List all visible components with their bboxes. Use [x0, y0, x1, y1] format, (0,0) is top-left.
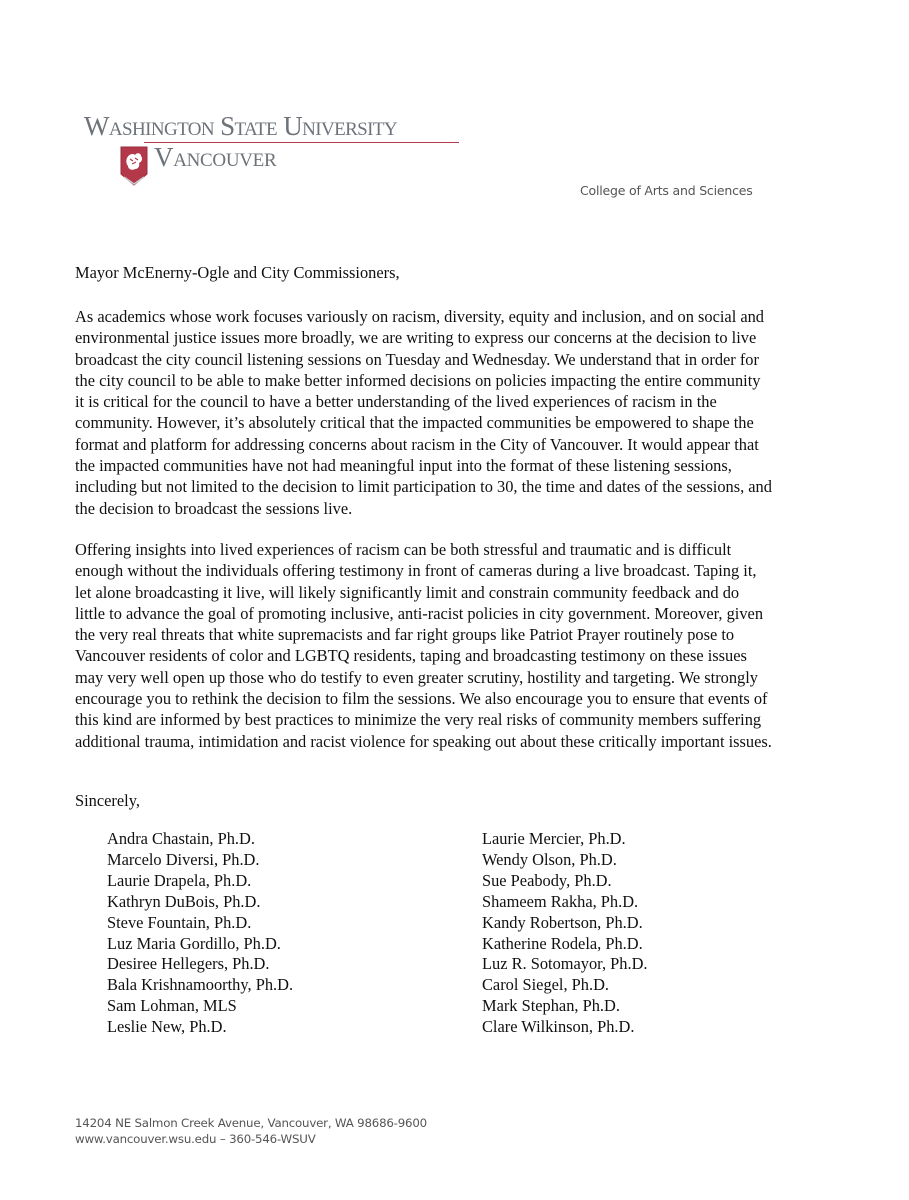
paragraph-line: little to advance the goal of promoting inclusive, anti-racist policies in city government. Moreover, given — [75, 603, 764, 623]
paragraph-line: Vancouver residents of color and LGBTQ residents, taping and broadcasting testimony on these issues — [75, 646, 747, 666]
signatory: Steve Fountain, Ph.D. — [107, 912, 252, 932]
salutation: Mayor McEnerny-Ogle and City Commissioners, — [75, 263, 400, 282]
paragraph-line: additional trauma, intimidation and racist violence for speaking out about these critically important issues. — [75, 731, 772, 751]
paragraph-line: As academics whose work focuses variously on racism, diversity, equity and inclusion, and on social and — [75, 307, 765, 326]
college-name: College of Arts and Sciences — [580, 183, 753, 198]
paragraph-2 — [75, 539, 845, 752]
paragraph-line: encourage you to rethink the decision to film the sessions. We also encourage you to ensure that events of — [75, 689, 768, 709]
signatory: Leslie New, Ph.D. — [107, 1017, 227, 1037]
signatory: Shameem Rakha, Ph.D. — [482, 891, 639, 911]
letterhead-footer — [75, 1115, 427, 1147]
paragraph-line: including but not limited to the decision to limit participation to 30, the time and dates of the sessions, and — [75, 477, 772, 497]
signatories-right-column — [482, 829, 648, 1038]
signatory: Kathryn DuBois, Ph.D. — [107, 891, 261, 911]
signatory: Bala Krishnamoorthy, Ph.D. — [107, 975, 294, 995]
signatory: Clare Wilkinson, Ph.D. — [482, 1017, 635, 1037]
paragraph-line: may very well open up those who do testify to even greater scrutiny, hostility and targeting. We strongly — [75, 667, 758, 687]
paragraph-line: the city council to be able to make better informed decisions on policies impacting the entire community — [75, 370, 761, 390]
closing: Sincerely, — [75, 791, 140, 810]
paragraph-line: community. However, it’s absolutely critical that the impacted communities be empowered to shape the — [75, 413, 754, 433]
paragraph-line: the decision to broadcast the sessions live. — [75, 498, 353, 518]
signatory: Luz Maria Gordillo, Ph.D. — [107, 933, 281, 953]
signatory: Sam Lohman, MLS — [107, 996, 237, 1016]
paragraph-line: broadcast the city council listening sessions on Tuesday and Wednesday. We understand that in order for — [75, 349, 759, 369]
signatory: Laurie Drapela, Ph.D. — [107, 870, 252, 890]
signatory: Andra Chastain, Ph.D. — [107, 829, 255, 848]
signatory: Wendy Olson, Ph.D. — [482, 849, 617, 869]
paragraph-line: the very real threats that white supremacists and far right groups like Patriot Prayer routinely pose to — [75, 625, 735, 645]
signatories-left-column — [107, 829, 293, 1038]
signatory: Kandy Robertson, Ph.D. — [482, 912, 643, 932]
paragraph-1 — [75, 306, 845, 519]
signatory: Sue Peabody, Ph.D. — [482, 870, 612, 890]
signatory: Desiree Hellegers, Ph.D. — [107, 954, 270, 974]
signatory: Marcelo Diversi, Ph.D. — [107, 849, 260, 869]
wsu-vancouver-logo — [84, 112, 464, 187]
paragraph-line: enough without the individuals offering testimony in front of cameras during a live broadcast. Taping it, — [75, 561, 757, 581]
paragraph-line: format and platform for addressing concerns about racism in the City of Vancouver. It would appear that — [75, 434, 759, 454]
footer-contact: www.vancouver.wsu.edu – 360-546-WSUV — [75, 1132, 316, 1146]
paragraph-line: environmental justice issues more broadly, we are writing to express our concerns at the decision to live — [75, 328, 757, 348]
signatory: Katherine Rodela, Ph.D. — [482, 933, 643, 953]
signatory: Mark Stephan, Ph.D. — [482, 996, 620, 1016]
wsu-cougar-shield-icon — [120, 146, 148, 186]
paragraph-line: it is critical for the council to have a better understanding of the lived experiences of racism in the — [75, 392, 717, 412]
campus-name: Vancouver — [154, 142, 277, 172]
paragraph-line: Offering insights into lived experiences of racism can be both stressful and traumatic and is difficult — [75, 540, 732, 559]
signatory: Luz R. Sotomayor, Ph.D. — [482, 954, 648, 974]
signatory: Carol Siegel, Ph.D. — [482, 975, 610, 995]
university-name: Washington State University — [84, 111, 397, 141]
footer-address: 14204 NE Salmon Creek Avenue, Vancouver, WA 98686-9600 — [75, 1116, 427, 1130]
paragraph-line: the impacted communities have not had meaningful input into the format of these listening sessions, — [75, 456, 732, 476]
paragraph-line: let alone broadcasting it live, will likely significantly limit and constrain community feedback and do — [75, 582, 740, 602]
signatory: Laurie Mercier, Ph.D. — [482, 829, 626, 848]
paragraph-line: this kind are informed by best practices to minimize the very real risks of community members suffering — [75, 710, 762, 730]
